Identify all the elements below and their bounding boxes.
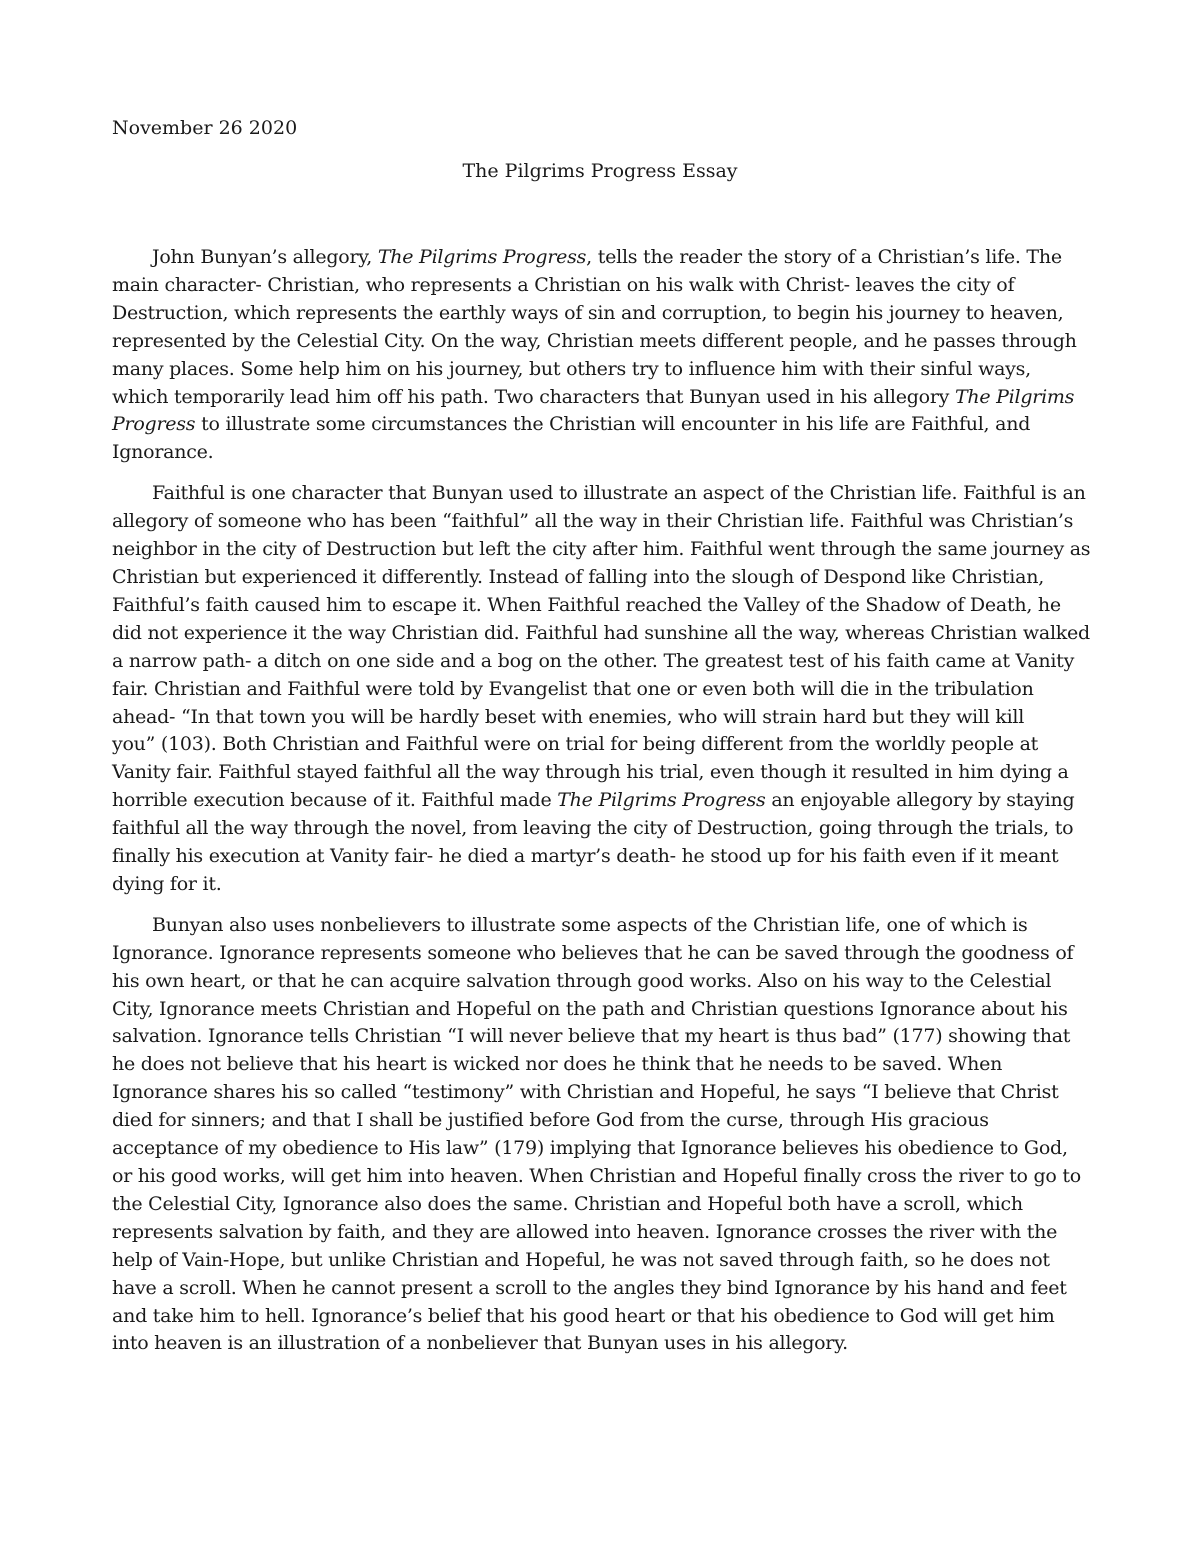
essay-title: The Pilgrims Progress Essay bbox=[462, 160, 738, 182]
paragraph-line bbox=[112, 787, 1092, 815]
text-run: a narrow path- a ditch on one side and a bog on the other. The greatest test of his faith came at Vanity bbox=[112, 649, 1075, 672]
paragraph-line bbox=[112, 704, 1092, 732]
paragraph-line bbox=[112, 871, 1092, 899]
paragraph-line bbox=[112, 843, 1092, 871]
text-run: acceptance of my obedience to His law” (179) implying that Ignorance believes his obedience to God, bbox=[112, 1137, 1068, 1160]
paragraph-line bbox=[112, 1247, 1092, 1275]
paragraph-line bbox=[112, 912, 1092, 940]
text-run: fair. Christian and Faithful were told by Evangelist that one or even both will die in the tribulation bbox=[112, 677, 1034, 700]
book-title-italic: The Pilgrims bbox=[954, 385, 1075, 408]
paragraph-line bbox=[112, 1023, 1092, 1051]
text-run: Ignorance shares his so called “testimony” with Christian and Hopeful, he says “I believe that Christ bbox=[112, 1081, 1059, 1104]
text-run: faithful all the way through the novel, from leaving the city of Destruction, going through the trials, to bbox=[112, 817, 1074, 840]
text-run: did not experience it the way Christian did. Faithful had sunshine all the way, whereas Christian walked bbox=[112, 621, 1090, 644]
text-run: Vanity fair. Faithful stayed faithful all the way through his trial, even though it resulted in him dying a bbox=[112, 761, 1069, 784]
paragraph-line bbox=[112, 356, 1092, 384]
paragraph-line bbox=[112, 536, 1092, 564]
paragraph-line bbox=[112, 996, 1092, 1024]
paragraph-line bbox=[112, 1107, 1092, 1135]
paragraph-line bbox=[112, 1191, 1092, 1219]
paragraph-line bbox=[112, 1275, 1092, 1303]
text-run: he does not believe that his heart is wicked nor does he think that he needs to be saved. When bbox=[112, 1053, 1003, 1076]
paragraph-line bbox=[112, 384, 1092, 412]
paragraph-line bbox=[112, 731, 1092, 759]
text-run: which temporarily lead him off his path. Two characters that Bunyan used in his allegory bbox=[112, 385, 955, 408]
paragraph-line bbox=[112, 676, 1092, 704]
paragraph-line bbox=[112, 815, 1092, 843]
paragraph-line bbox=[112, 1219, 1092, 1247]
essay-body bbox=[112, 244, 1092, 1371]
essay-paragraph bbox=[112, 480, 1092, 899]
paragraph-line bbox=[112, 940, 1092, 968]
text-run: Ignorance. Ignorance represents someone who believes that he can be saved through the goodness of bbox=[112, 941, 1074, 964]
book-title-italic: The Pilgrims Progress bbox=[377, 246, 587, 268]
text-run: died for sinners; and that I shall be justified before God from the curse, through His gracious bbox=[112, 1109, 989, 1132]
text-run: his own heart, or that he can acquire salvation through good works. Also on his way to the Celestial bbox=[112, 969, 1052, 992]
text-run: and take him to hell. Ignorance’s belief that his good heart or that his obedience to God will get him bbox=[112, 1304, 1055, 1327]
paragraph-line bbox=[112, 1330, 1092, 1358]
paragraph-line bbox=[112, 411, 1092, 439]
text-run: many places. Some help him on his journey, but others try to influence him with their sinful ways, bbox=[112, 357, 1031, 380]
text-run: main character- Christian, who represents a Christian on his walk with Christ- leaves the city of bbox=[112, 273, 1015, 296]
text-run: the Celestial City, Ignorance also does the same. Christian and Hopeful both have a scroll, which bbox=[112, 1192, 1023, 1215]
paragraph-line bbox=[112, 272, 1092, 300]
paragraph-line bbox=[112, 508, 1092, 536]
paragraph-line bbox=[112, 328, 1092, 356]
text-run: ahead- “In that town you will be hardly beset with enemies, who will strain hard but they will kill bbox=[112, 705, 1025, 728]
text-run: into heaven is an illustration of a nonbeliever that Bunyan uses in his allegory. bbox=[112, 1332, 848, 1355]
paragraph-line bbox=[112, 620, 1092, 648]
text-run: John Bunyan’s allegory, bbox=[152, 246, 378, 268]
text-run: City, Ignorance meets Christian and Hopeful on the path and Christian questions Ignorance about his bbox=[112, 997, 1068, 1020]
paragraph-line bbox=[112, 439, 1092, 467]
paragraph-line bbox=[112, 564, 1092, 592]
essay-date: November 26 2020 bbox=[112, 117, 298, 139]
text-run: horrible execution because of it. Faithful made bbox=[112, 789, 558, 812]
text-run: dying for it. bbox=[112, 872, 222, 895]
paragraph-line bbox=[112, 1051, 1092, 1079]
text-run: Bunyan also uses nonbelievers to illustrate some aspects of the Christian life, one of which is bbox=[152, 913, 1028, 936]
paragraph-line bbox=[112, 1163, 1092, 1191]
text-run: to illustrate some circumstances the Christian will encounter in his life are Faithful, and bbox=[195, 413, 1031, 436]
essay-paragraph bbox=[112, 244, 1092, 467]
text-run: finally his execution at Vanity fair- he died a martyr’s death- he stood up for his faith even if it meant bbox=[112, 845, 1059, 868]
book-title-italic: Progress bbox=[112, 413, 196, 436]
paragraph-line bbox=[112, 759, 1092, 787]
text-run: Ignorance. bbox=[112, 441, 214, 464]
text-run: salvation. Ignorance tells Christian “I will never believe that my heart is thus bad” (177) showing that bbox=[112, 1025, 1071, 1048]
paragraph-line bbox=[112, 1135, 1092, 1163]
paragraph-line bbox=[112, 300, 1092, 328]
text-run: help of Vain-Hope, but unlike Christian and Hopeful, he was not saved through faith, so he does not bbox=[112, 1248, 1050, 1271]
text-run: or his good works, will get him into heaven. When Christian and Hopeful finally cross the river to go to bbox=[112, 1165, 1081, 1187]
paragraph-line bbox=[112, 244, 1092, 272]
text-run: you” (103). Both Christian and Faithful were on trial for being different from the worldly people at bbox=[112, 733, 1039, 756]
text-run: represents salvation by faith, and they are allowed into heaven. Ignorance crosses the river with the bbox=[112, 1220, 1058, 1243]
text-run: have a scroll. When he cannot present a scroll to the angles they bind Ignorance by his hand and feet bbox=[112, 1276, 1067, 1299]
paragraph-line bbox=[112, 592, 1092, 620]
text-run: Christian but experienced it differently. Instead of falling into the slough of Despond like Christian, bbox=[112, 565, 1044, 588]
text-run: represented by the Celestial City. On the way, Christian meets different people, and he passes through bbox=[112, 329, 1077, 352]
paragraph-line bbox=[112, 480, 1092, 508]
text-run: Faithful’s faith caused him to escape it. When Faithful reached the Valley of the Shadow of Death, he bbox=[112, 593, 1061, 616]
text-run: Destruction, which represents the earthly ways of sin and corruption, to begin his journey to heaven, bbox=[112, 301, 1064, 324]
text-run: allegory of someone who has been “faithful” all the way in their Christian life. Faithful was Christian’s bbox=[112, 510, 1074, 533]
paragraph-line bbox=[112, 968, 1092, 996]
paragraph-line bbox=[112, 1303, 1092, 1331]
text-run: neighbor in the city of Destruction but left the city after him. Faithful went through the same journey as bbox=[112, 538, 1091, 561]
text-run: , tells the reader the story of a Christian’s life. The bbox=[586, 246, 1062, 268]
text-run: Faithful is one character that Bunyan used to illustrate an aspect of the Christian life. Faithful is an bbox=[152, 482, 1086, 505]
book-title-italic: The Pilgrims Progress bbox=[557, 789, 766, 812]
paragraph-line bbox=[112, 648, 1092, 676]
text-run: an enjoyable allegory by staying bbox=[765, 789, 1075, 812]
essay-paragraph bbox=[112, 912, 1092, 1359]
paragraph-line bbox=[112, 1079, 1092, 1107]
